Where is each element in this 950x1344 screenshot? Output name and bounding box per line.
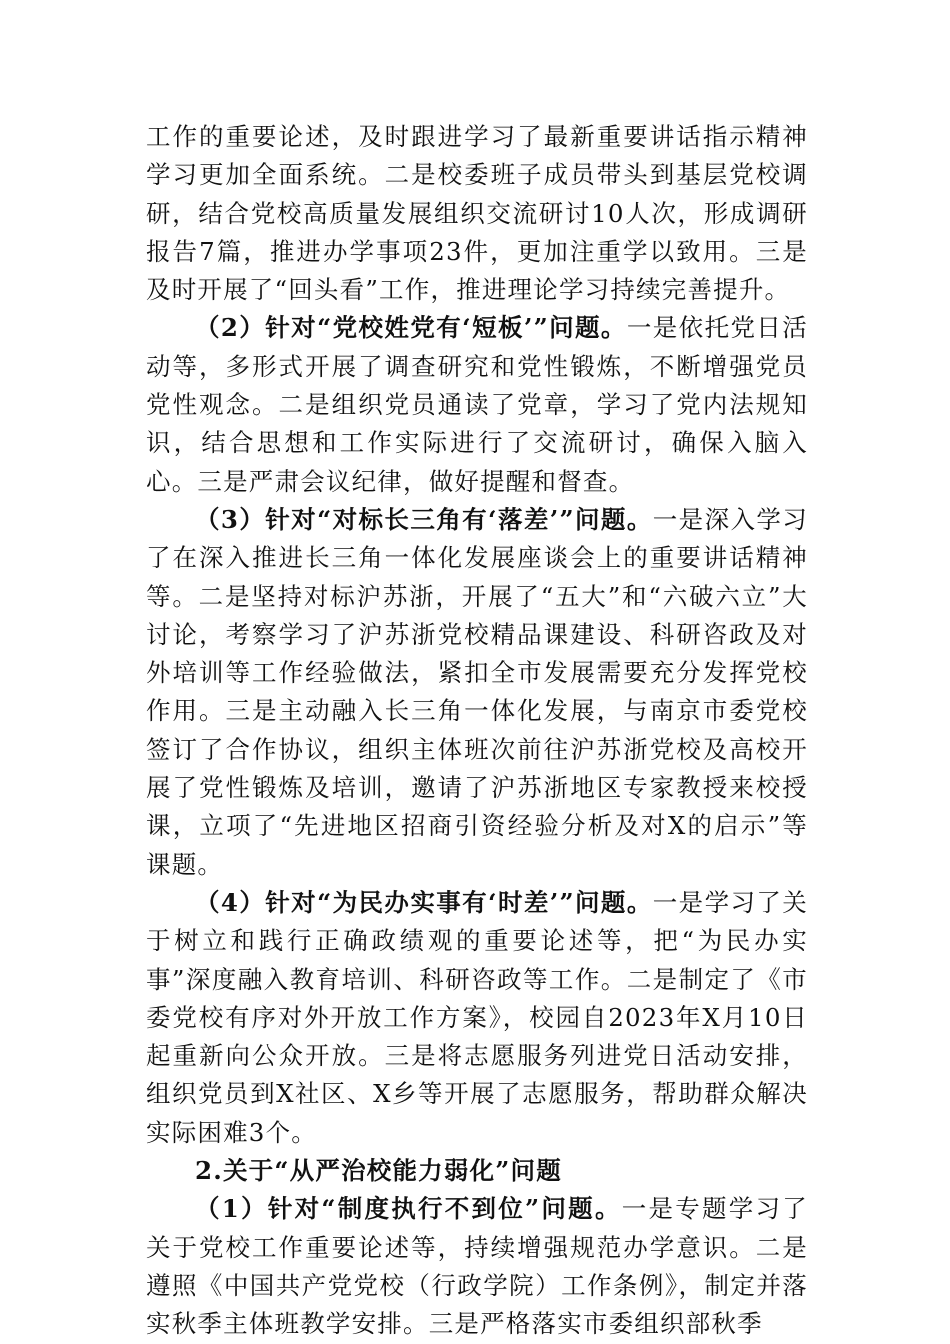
paragraph-continued — [146, 118, 808, 309]
item-heading: （3）针对“对标长三角有‘落差’”问题。 — [195, 504, 653, 534]
document-body — [146, 118, 808, 1344]
paragraph-item-2 — [146, 309, 808, 500]
paragraph-item-3 — [146, 501, 808, 884]
section-heading: 2.关于“从严治校能力弱化”问题 — [195, 1156, 562, 1186]
item-text: 一是专题学习了关于党校工作重要论述等，持续增强规范办学意识。二是遵照《中国共产党党校（行政学院）工作条例》，制定并落实秋季主体班教学安排。三是严格落实市委组织部秋季 — [146, 1194, 808, 1339]
item-heading: （4）针对“为民办实事有‘时差’”问题。 — [195, 887, 653, 917]
item-text: 一是学习了关于树立和践行正确政绩观的重要论述等，把“为民办实事”深度融入教育培训、科研咨政等工作。二是制定了《市委党校有序对外开放工作方案》，校园自2023年X月10日起重新向公众开放。三是将志愿服务列进党日活动安排，组织党员到X社区、X乡等开展了志愿服务，帮助群众解决实际困难3个。 — [146, 887, 808, 1147]
item-text: 一是依托党日活动等，多形式开展了调查研究和党性锻炼，不断增强党员党性观念。二是组织党员通读了党章，学习了党内法规知识，结合思想和工作实际进行了交流研讨，确保入脑入心。三是严肃会议纪律，做好提醒和督查。 — [146, 313, 808, 496]
paragraph-item-1 — [146, 1190, 808, 1343]
paragraph-text: 工作的重要论述，及时跟进学习了最新重要讲话指示精神学习更加全面系统。二是校委班子成员带头到基层党校调研，结合党校高质量发展组织交流研讨10人次，形成调研报告7篇，推进办学事项23件，更加注重学以致用。三是及时开展了“回头看”工作，推进理论学习持续完善提升。 — [146, 122, 808, 305]
item-text: 一是深入学习了在深入推进长三角一体化发展座谈会上的重要讲话精神等。二是坚持对标沪苏浙，开展了“五大”和“六破六立”大讨论，考察学习了沪苏浙党校精品课建设、科研咨政及对外培训等工作经验做法，紧扣全市发展需要充分发挥党校作用。三是主动融入长三角一体化发展，与南京市委党校签订了合作协议，组织主体班次前往沪苏浙党校及高校开展了党性锻炼及培训，邀请了沪苏浙地区专家教授来校授课，立项了“先进地区招商引资经验分析及对X的启示”等课题。 — [146, 504, 808, 879]
paragraph-item-4 — [146, 884, 808, 1152]
item-heading: （1）针对“制度执行不到位”问题。 — [195, 1194, 622, 1224]
item-heading: （2）针对“党校姓党有‘短板’”问题。 — [195, 313, 627, 343]
